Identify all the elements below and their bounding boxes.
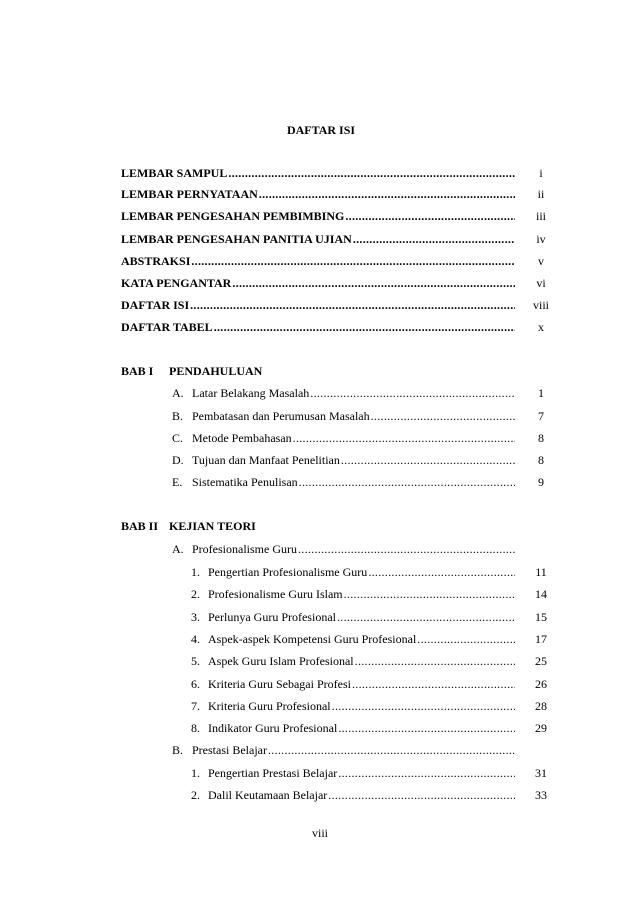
toc-label: Latar Belakang Masalah bbox=[192, 386, 310, 400]
section-letter: A. bbox=[172, 542, 184, 556]
toc-label: ABSTRAKSI bbox=[121, 254, 191, 268]
toc-page: 1 bbox=[538, 386, 544, 400]
toc-page: 33 bbox=[535, 788, 547, 802]
dot-leader bbox=[214, 320, 515, 335]
dot-leader bbox=[353, 232, 515, 247]
toc-row-section[interactable] bbox=[172, 743, 516, 759]
toc-row-kata-pengantar[interactable] bbox=[121, 276, 516, 292]
toc-page: vi bbox=[536, 276, 546, 290]
chapter-title: KEJIAN TEORI bbox=[169, 519, 256, 533]
toc-row-section[interactable] bbox=[172, 475, 516, 491]
toc-row-daftar-tabel[interactable] bbox=[121, 320, 516, 336]
toc-row-subsection[interactable] bbox=[191, 766, 516, 782]
toc-label: Kriteria Guru Sebagai Profesi bbox=[208, 677, 351, 691]
toc-label: Profesionalisme Guru Islam bbox=[208, 587, 343, 601]
toc-label: Pengertian Profesionalisme Guru bbox=[208, 565, 368, 579]
toc-label: LEMBAR PERNYATAAN bbox=[121, 187, 258, 201]
chapter-number: BAB I bbox=[121, 364, 154, 378]
chapter-number: BAB II bbox=[121, 519, 159, 533]
section-letter: D. bbox=[172, 453, 184, 467]
toc-row-subsection[interactable] bbox=[191, 610, 516, 626]
item-number: 4. bbox=[191, 632, 200, 646]
dot-leader bbox=[228, 166, 515, 181]
dot-leader bbox=[293, 431, 515, 446]
toc-row-section[interactable] bbox=[172, 386, 516, 402]
chapter-heading-bab-2[interactable] bbox=[121, 519, 256, 534]
toc-page: 26 bbox=[535, 677, 547, 691]
page-title: DAFTAR ISI bbox=[286, 123, 356, 137]
item-number: 1. bbox=[191, 565, 200, 579]
toc-row-lembar-sampul[interactable] bbox=[121, 166, 516, 182]
toc-row-abstraksi[interactable] bbox=[121, 254, 516, 270]
item-number: 1. bbox=[191, 766, 200, 780]
toc-page: 8 bbox=[538, 453, 544, 467]
toc-page: 15 bbox=[535, 610, 547, 624]
item-number: 2. bbox=[191, 788, 200, 802]
toc-label: Metode Pembahasan bbox=[192, 431, 292, 445]
toc-row-pengesahan-pembimbing[interactable] bbox=[121, 209, 516, 225]
section-letter: B. bbox=[172, 409, 184, 423]
toc-page: 7 bbox=[538, 409, 544, 423]
toc-label: Kriteria Guru Profesional bbox=[208, 699, 331, 713]
toc-row-subsection[interactable] bbox=[191, 587, 516, 603]
dot-leader bbox=[337, 610, 515, 625]
dot-leader bbox=[259, 187, 515, 202]
toc-page: iv bbox=[536, 232, 546, 246]
item-number: 6. bbox=[191, 677, 200, 691]
dot-leader bbox=[338, 766, 515, 781]
toc-row-section[interactable] bbox=[172, 409, 516, 425]
section-letter: A. bbox=[172, 386, 184, 400]
dot-leader bbox=[344, 587, 515, 602]
page-number-footer: viii bbox=[311, 826, 328, 840]
dot-leader bbox=[355, 654, 515, 669]
toc-row-subsection[interactable] bbox=[191, 654, 516, 670]
dot-leader bbox=[268, 743, 515, 758]
dot-leader bbox=[341, 453, 515, 468]
toc-label: Prestasi Belajar bbox=[192, 743, 267, 757]
toc-page: 11 bbox=[535, 565, 547, 579]
item-number: 5. bbox=[191, 654, 200, 668]
dot-leader bbox=[332, 699, 515, 714]
toc-label: Pembatasan dan Perumusan Masalah bbox=[192, 409, 370, 423]
toc-row-daftar-isi[interactable] bbox=[121, 298, 516, 314]
section-letter: E. bbox=[172, 475, 183, 489]
toc-page: v bbox=[538, 254, 544, 268]
toc-label: DAFTAR TABEL bbox=[121, 320, 213, 334]
toc-label: Indikator Guru Profesional bbox=[208, 721, 338, 735]
dot-leader bbox=[191, 254, 515, 269]
toc-label: Aspek Guru Islam Profesional bbox=[208, 654, 354, 668]
toc-row-section[interactable] bbox=[172, 453, 516, 469]
toc-page: 25 bbox=[535, 654, 547, 668]
toc-row-subsection[interactable] bbox=[191, 632, 516, 648]
toc-label: DAFTAR ISI bbox=[121, 298, 190, 312]
toc-label: KATA PENGANTAR bbox=[121, 276, 232, 290]
item-number: 8. bbox=[191, 721, 200, 735]
section-letter: C. bbox=[172, 431, 184, 445]
toc-row-subsection[interactable] bbox=[191, 788, 516, 804]
toc-page: ii bbox=[537, 187, 545, 201]
toc-page: 28 bbox=[535, 699, 547, 713]
toc-page: 31 bbox=[535, 766, 547, 780]
dot-leader bbox=[299, 475, 515, 490]
dot-leader bbox=[371, 409, 515, 424]
toc-page: viii bbox=[532, 298, 549, 312]
toc-row-pengesahan-panitia[interactable] bbox=[121, 232, 516, 248]
toc-label: Profesionalisme Guru bbox=[192, 542, 297, 556]
toc-page: 8 bbox=[538, 431, 544, 445]
dot-leader bbox=[417, 632, 515, 647]
chapter-heading-bab-1[interactable] bbox=[121, 364, 262, 379]
toc-row-subsection[interactable] bbox=[191, 721, 516, 737]
toc-row-section[interactable] bbox=[172, 431, 516, 447]
dot-leader bbox=[310, 386, 515, 401]
toc-page: 9 bbox=[538, 475, 544, 489]
toc-page: x bbox=[538, 320, 544, 334]
toc-label: Dalil Keutamaan Belajar bbox=[208, 788, 328, 802]
toc-page: iii bbox=[535, 209, 546, 223]
dot-leader bbox=[345, 209, 515, 224]
item-number: 3. bbox=[191, 610, 200, 624]
dot-leader bbox=[298, 542, 515, 557]
toc-label: Pengertian Prestasi Belajar bbox=[208, 766, 338, 780]
item-number: 7. bbox=[191, 699, 200, 713]
toc-label: Sistematika Penulisan bbox=[192, 475, 298, 489]
toc-row-lembar-pernyataan[interactable] bbox=[121, 187, 516, 203]
item-number: 2. bbox=[191, 587, 200, 601]
toc-page: 29 bbox=[535, 721, 547, 735]
toc-page: 14 bbox=[535, 587, 547, 601]
dot-leader bbox=[368, 565, 515, 580]
dot-leader bbox=[338, 721, 515, 736]
toc-row-section[interactable] bbox=[172, 542, 516, 558]
dot-leader bbox=[232, 276, 515, 291]
chapter-title: PENDAHULUAN bbox=[169, 364, 263, 378]
toc-page: 17 bbox=[535, 632, 547, 646]
toc-row-subsection[interactable] bbox=[191, 677, 516, 693]
toc-label: Tujuan dan Manfaat Penelitian bbox=[192, 453, 340, 467]
dot-leader bbox=[190, 298, 515, 313]
toc-page: i bbox=[539, 166, 543, 180]
dot-leader bbox=[352, 677, 515, 692]
dot-leader bbox=[328, 788, 515, 803]
toc-label: Perlunya Guru Profesional bbox=[208, 610, 336, 624]
toc-label: LEMBAR SAMPUL bbox=[121, 166, 228, 180]
toc-label: Aspek-aspek Kompetensi Guru Profesional bbox=[208, 632, 417, 646]
toc-row-subsection[interactable] bbox=[191, 565, 516, 581]
toc-label: LEMBAR PENGESAHAN PEMBIMBING bbox=[121, 209, 345, 223]
toc-label: LEMBAR PENGESAHAN PANITIA UJIAN bbox=[121, 232, 352, 246]
toc-row-subsection[interactable] bbox=[191, 699, 516, 715]
section-letter: B. bbox=[172, 743, 184, 757]
